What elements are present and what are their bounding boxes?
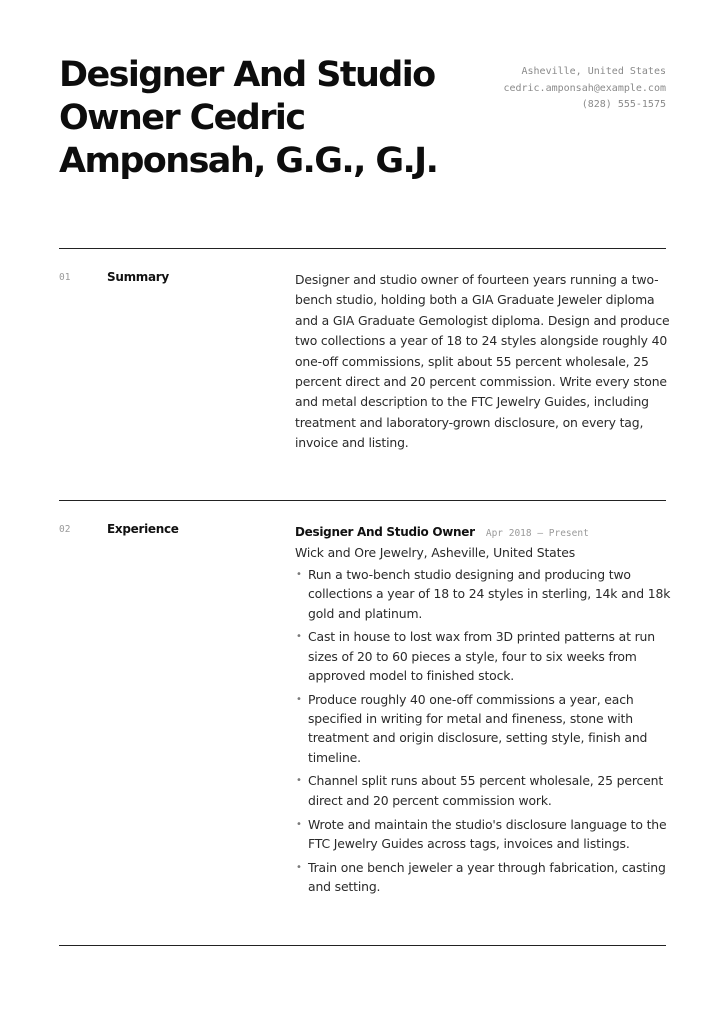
section-body (295, 522, 671, 901)
bullet-text: Channel split runs about 55 percent wholesale, 25 percent direct and 20 percent commission work. (308, 773, 664, 808)
bullet-text: Train one bench jeweler a year through fabrication, casting and setting. (308, 859, 666, 894)
job-bullets (295, 565, 671, 896)
list-item (295, 858, 671, 897)
bullet-text: Run a two-bench studio designing and producing two collections a year of 18 to 24 styles in sterling, 14k and 18k gold and platinum. (308, 567, 671, 621)
bullet-icon: • (296, 818, 302, 830)
list-item (295, 815, 671, 854)
resume-header (59, 54, 666, 220)
job-entry (295, 522, 671, 896)
section-body (295, 270, 671, 454)
section-number: 01 (59, 272, 71, 283)
list-item (295, 771, 671, 810)
bullet-icon: • (296, 569, 302, 580)
bullet-text: Produce roughly 40 one-off commissions a year, each specified in writing for metal and fineness, stone with treatment and origin disclosure, setting style, finish and timeline. (308, 691, 648, 765)
contact-phone[interactable]: (828) 555-1575 (581, 99, 666, 110)
candidate-name: Designer And Studio Owner Cedric Amponsah, G.G., G.J. (59, 55, 438, 181)
job-dates: Apr 2018 — Present (485, 528, 589, 539)
bullet-icon: • (296, 631, 302, 643)
bullet-text: Cast in house to lost wax from 3D printed patterns at run sizes of 20 to 60 pieces a style, four to six weeks from approved model to finished stock. (308, 629, 655, 683)
list-item (295, 690, 671, 767)
contact-block (503, 64, 666, 114)
section-title: Experience (107, 522, 179, 536)
bullet-icon: • (296, 775, 302, 787)
section-title: Summary (107, 270, 169, 284)
divider (59, 945, 666, 946)
job-title: Designer And Studio Owner (295, 525, 475, 539)
bullet-icon: • (296, 693, 302, 705)
section-number: 02 (59, 524, 71, 535)
divider (59, 500, 666, 501)
job-header (295, 522, 671, 543)
bullet-text: Wrote and maintain the studio's disclosure language to the FTC Jewelry Guides across tags, invoices and listings. (308, 816, 667, 851)
job-organization: Wick and Ore Jewelry, Asheville, United States (295, 545, 576, 560)
contact-location: Asheville, United States (521, 66, 666, 77)
list-item (295, 565, 671, 623)
bullet-icon: • (296, 861, 302, 873)
contact-email[interactable]: cedric.amponsah@example.com (503, 82, 666, 94)
summary-text: Designer and studio owner of fourteen years running a two-bench studio, holding both a GIA Graduate Jeweler diploma and a GIA Graduate Gemologist diploma. Design and produce two collections a year of 18 to 24 styles alongside roughly 40 one-off commissions, split about 55 percent wholesale, 25 percent direct and 20 percent commission. Write every stone and metal description to the FTC Jewelry Guides, including treatment and laboratory-grown disclosure, on every tag, invoice and listing. (295, 272, 670, 451)
list-item (295, 627, 671, 685)
divider (59, 248, 666, 249)
